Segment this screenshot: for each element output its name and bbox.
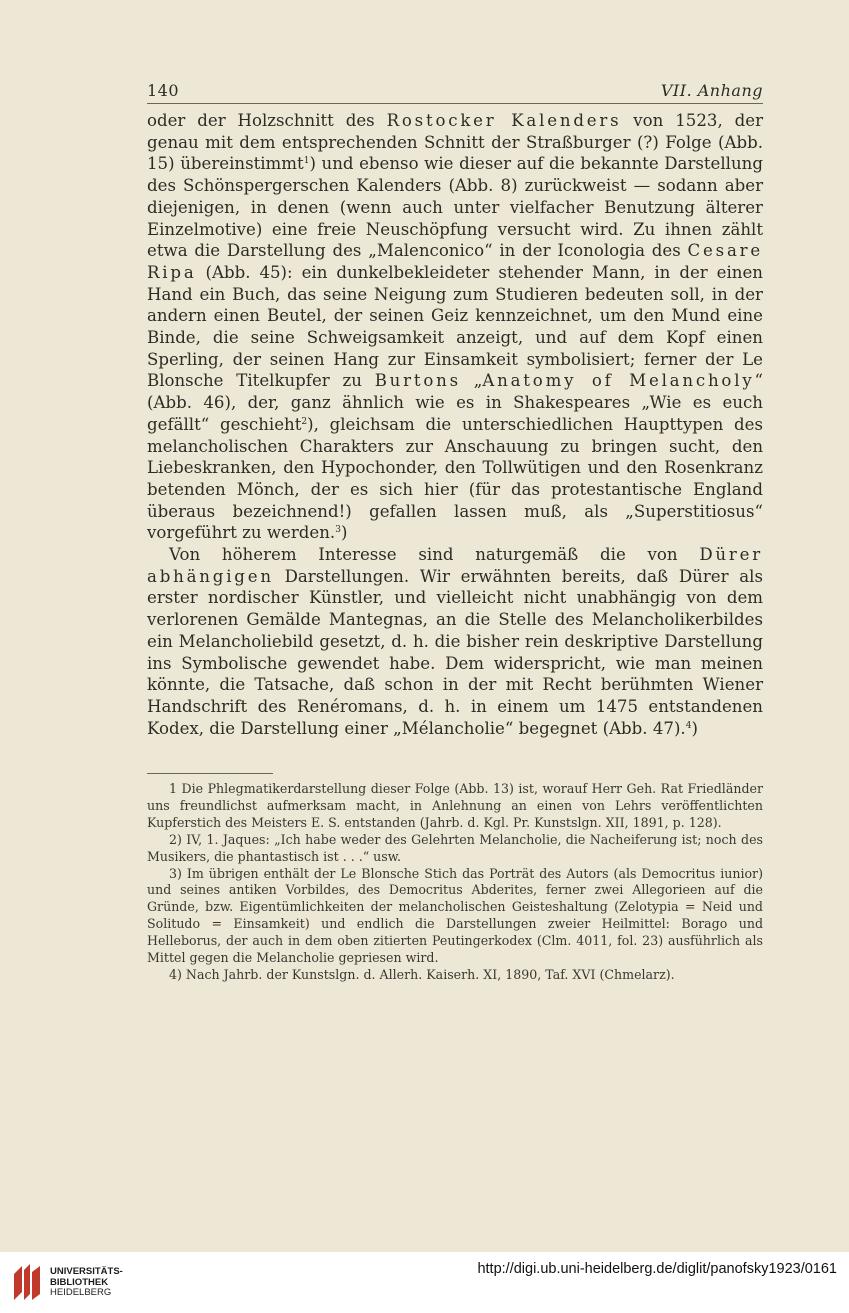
main-text bbox=[147, 110, 763, 739]
footnote-ref-4[interactable]: 4 bbox=[685, 720, 692, 731]
text-run: „ bbox=[460, 371, 483, 391]
heidelberg-library-logo-icon[interactable] bbox=[10, 1262, 46, 1302]
spaced-duerer: Dürer abhängigen bbox=[147, 545, 763, 586]
paragraph-1 bbox=[147, 110, 763, 544]
page-header bbox=[147, 79, 763, 104]
footnote-ref-3[interactable]: 3 bbox=[335, 525, 341, 536]
footnote-ref-2[interactable]: 2 bbox=[301, 416, 308, 427]
library-name-line-3: HEIDELBERG bbox=[50, 1287, 112, 1298]
text-run: oder der Holzschnitt des bbox=[147, 111, 387, 130]
text-run: von 1523, der genau mit dem entsprechenden Schnitt der Straßburger (?) Folge (Abb. 15) übereinstimmt bbox=[147, 111, 763, 174]
library-name bbox=[50, 1267, 123, 1299]
library-name-line-2: BIBLIOTHEK bbox=[50, 1276, 109, 1288]
spaced-title-anatomy: Anatomy of Melancholy bbox=[482, 371, 755, 391]
paragraph-2 bbox=[147, 544, 763, 739]
spaced-name-burtons: Burtons bbox=[374, 371, 461, 391]
footnote-2: 2) IV, 1. Jaques: „Ich habe weder des Gelehrten Melancholie, die Nacheiferung ist; noch des Musikers, die phantastisch ist . . .“ usw. bbox=[147, 831, 763, 864]
text-run: ) und ebenso wie dieser auf die bekannte Darstellung des Schönspergerschen Kalenders (Abb. 8) zurückweist — sodann aber diejenigen, in denen (wenn auch unter vielfacher Benutzung älterer Einzelmotive) eine freie Neuschöpfung versucht wird. Zu ihnen zählt etwa die Darstellung des „Malenconico“ in der Iconologia des bbox=[147, 154, 763, 261]
text-run: Darstellungen. Wir erwähnten bereits, daß Dürer als erster nordischer Künstler, und vielleicht nicht unabhängig von dem verlorenen Gemälde Mantegnas, an die Stelle des Melancholikerbildes ein Melancholiebild gesetzt, d. h. die bisher rein deskriptive Darstellung ins Symbolische gewendet habe. Dem widerspricht, wie man meinen könnte, die Tatsache, daß schon in der mit Recht berühmten Wiener Handschrift des Renéromans, d. h. in einem um 1475 entstandenen Kodex, die Darstellung einer „Mélancholie“ begegnet (Abb. 47). bbox=[147, 566, 763, 738]
viewer-footer bbox=[0, 1252, 849, 1313]
spaced-name-rostocker: Rostocker Kalenders bbox=[386, 111, 622, 130]
text-run: ) bbox=[340, 523, 348, 543]
footnote-divider bbox=[147, 773, 273, 774]
footnote-3: 3) Im übrigen enthält der Le Blonsche Stich das Porträt des Autors (als Democritus iunior) und seines antiken Vorbildes, des Democritus Abderites, ferner zwei Allegorieen auf die Gründe, bzw. Eigentümlichkeiten der melancholischen Geisteshaltung (Zelotypia = Neid und Solitudo = Einsamkeit) und endlich die Darstellungen zweier Heilmittel: Borago und Helleborus, der auch in dem oben zitierten Peutingerkodex (Clm. 4011, fol. 23) ausführlich als Mittel gegen die Melancholie gepriesen wird. bbox=[147, 865, 763, 966]
footnote-4: 4) Nach Jahrb. der Kunstslgn. d. Allerh. Kaiserh. XI, 1890, Taf. XVI (Chmelarz). bbox=[169, 966, 675, 982]
text-run: ) bbox=[691, 718, 698, 738]
text-run: Von höherem Interesse sind naturgemäß die von bbox=[169, 545, 700, 565]
footnote-1: 1 Die Phlegmatikerdarstellung dieser Folge (Abb. 13) ist, worauf Herr Geh. Rat Friedländer uns freundlichst aufmerksam macht, in Anlehnung an einen von Lehrs veröffentlichten Kupferstich des Meisters E. S. entstanden (Jahrb. d. Kgl. Pr. Kunstslgn. XII, 1891, p. 128). bbox=[147, 781, 763, 830]
running-head: VII. Anhang bbox=[660, 81, 763, 100]
footnotes bbox=[147, 781, 763, 984]
spaced-name-ripa: Cesare Ripa bbox=[147, 241, 763, 282]
page-number: 140 bbox=[147, 81, 180, 100]
text-run: “ (Abb. 46), der, ganz ähnlich wie es in Shakespeares „Wie es euch gefällt“ geschieht bbox=[147, 371, 763, 434]
text-run: ), gleichsam die unterschiedlichen Haupttypen des melancholischen Charakters zur Anschauung zu bringen sucht, den Liebeskranken, den Hypochonder, den Tollwütigen und den Rosenkranz betenden Mönch, der es sich hier (für das protestantische England überaus bezeichnend!) gefallen lassen muß, als „Superstitiosus“ vorgeführt zu werden. bbox=[147, 414, 763, 543]
page-url-link[interactable]: http://digi.ub.uni-heidelberg.de/diglit/panofsky1923/0161 bbox=[477, 1261, 837, 1277]
library-name-line-1: UNIVERSITÄTS- bbox=[50, 1266, 123, 1277]
footnote-ref-1[interactable]: 1 bbox=[303, 156, 310, 167]
text-run: (Abb. 45): ein dunkelbekleideter stehender Mann, in der einen Hand ein Buch, das seine Neigung zum Studieren bedeuten soll, in der andern einen Beutel, der seinen Geiz kennzeichnet, um den Mund eine Binde, die seine Schweigsamkeit anzeigt, und auf dem Kopf einen Sperling, der seinen Hang zur Einsamkeit symbolisiert; ferner der Le Blonsche Titelkupfer zu bbox=[147, 262, 763, 391]
